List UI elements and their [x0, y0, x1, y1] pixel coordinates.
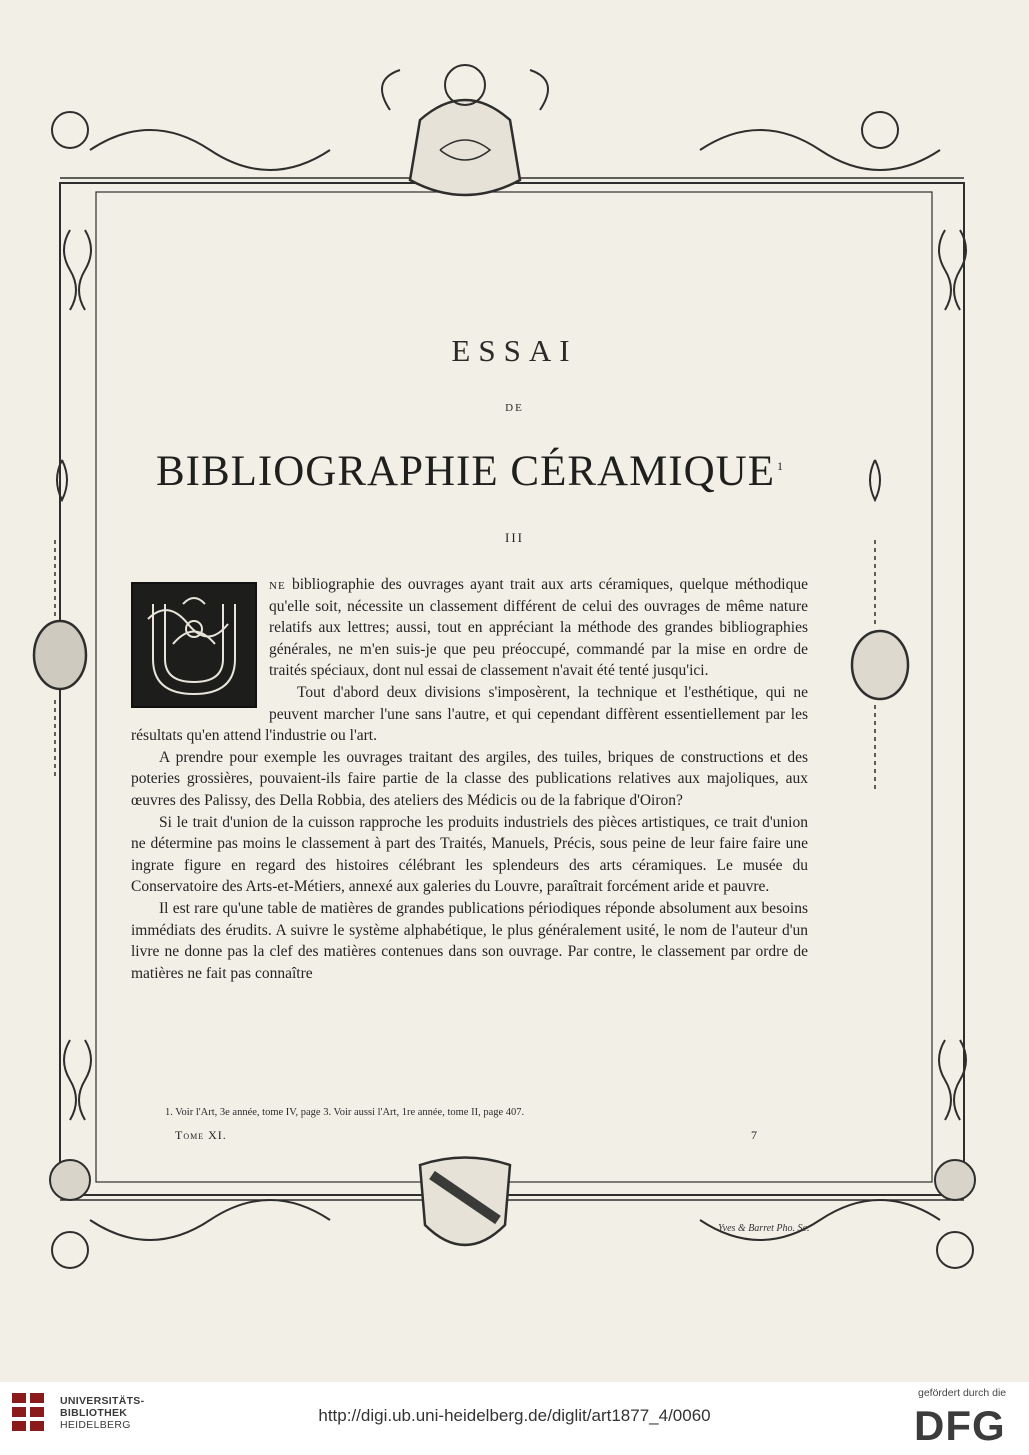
library-name-line2: BIBLIOTHEK — [60, 1407, 128, 1419]
funded-by-label: gefördert durch die — [918, 1387, 1007, 1399]
footnote: 1. Voir l'Art, 3e année, tome IV, page 3. Voir aussi l'Art, 1re année, tome II, page 407. — [165, 1107, 525, 1118]
drop-cap-u-icon — [131, 582, 257, 708]
page-number: 7 — [751, 1128, 757, 1142]
library-name-line1: UNIVERSITÄTS- — [60, 1395, 145, 1407]
tome-label: Tome XI. — [175, 1128, 227, 1142]
title-de: DE — [505, 402, 524, 414]
paragraph-2: Tout d'abord deux divisions s'imposèrent, la technique et l'esthétique, qui ne peuvent marcher l'une sans l'autre, et qui cependant diffèrent essentiellement par les résultats qu'en attend l'industrie ou l'art. — [131, 683, 808, 745]
part-number: III — [505, 530, 524, 545]
engraver-credit: Yves & Barret Pho. Sc. — [718, 1223, 810, 1234]
paragraph-1-text: bibliographie des ouvrages ayant trait aux arts céramiques, quelque méthodique qu'elle soit, nécessite un classement différent de celui des ouvrages de même nature relatifs aux lettres; aussi, tout en appréciant la méthode des grandes bibliographies générales, ne m'en suis-je que peu préoccupé, commandé par la mise en ordre de traités spéciaux, dont nul essai de classement n'avait été tenté jusqu'ici. — [269, 576, 808, 680]
article-body — [131, 574, 808, 984]
title-essai: ESSAI — [451, 333, 578, 368]
library-name-line3: HEIDELBERG — [60, 1419, 131, 1431]
dfg-logo: DFG — [914, 1402, 1006, 1449]
title-footnote-mark: 1 — [777, 458, 785, 473]
page-title-text: BIBLIOGRAPHIE CÉRAMIQUE — [155, 448, 776, 495]
paragraph-5: Il est rare qu'une table de matières de grandes publications périodiques réponde absolument aux besoins immédiats des érudits. A suivre le système alphabétique, le plus généralement usité, le nom de l'auteur d'un livre ne donne pas la clef des matières contenues dans son ouvrage. Par contre, le classement par ordre de matières ne fait pas connaître — [131, 899, 808, 982]
paragraph-4: Si le trait d'union de la cuisson rapproche les produits industriels des pièces artistiques, ce trait d'union ne détermine pas moins le classement à part des Traités, Manuels, Précis, sous peine de leur faire faire une ingrate figure en regard des histoires célébrant les splendeurs des arts céramiques. Le musée du Conservatoire des Arts-et-Métiers, annexé aux galeries du Louvre, paraîtrait forcément aride et pauvre. — [131, 813, 808, 896]
paragraph-3: A prendre pour exemple les ouvrages traitant des argiles, des tuiles, briques de constructions et des poteries grossières, pouvaient-ils faire partie de la classe des publications relatives aux majoliques, aux œuvres des Palissy, des Della Robbia, des ateliers des Médicis ou de la fabrique d'Oiron? — [131, 748, 808, 809]
page-title — [0, 447, 940, 496]
paragraph-1-lead: ne — [269, 576, 286, 593]
source-url-link[interactable]: http://digi.ub.uni-heidelberg.de/diglit/art1877_4/0060 — [318, 1406, 711, 1425]
